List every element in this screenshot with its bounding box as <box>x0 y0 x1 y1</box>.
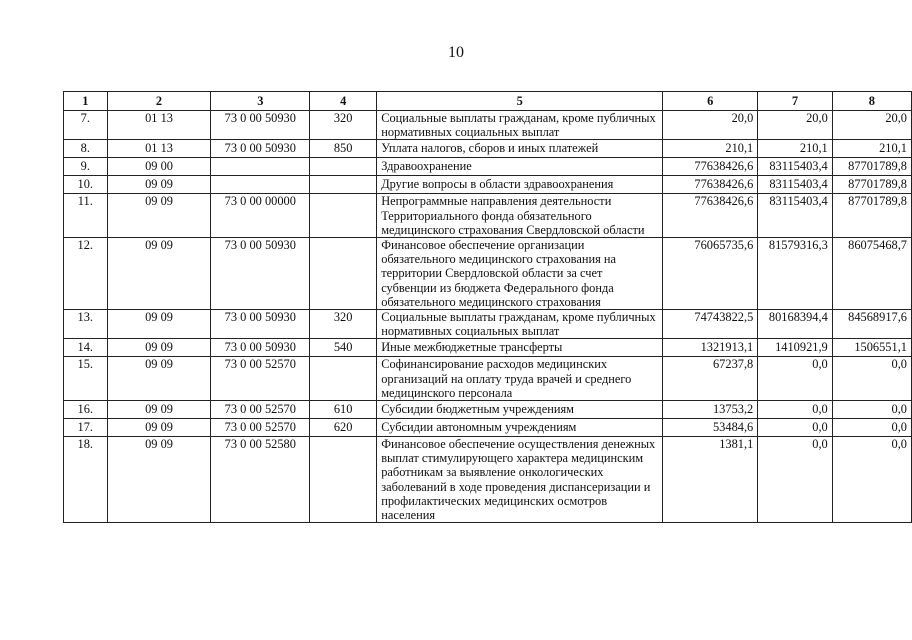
table-header-row <box>64 92 912 111</box>
amount-col-8: 86075468,7 <box>832 238 911 310</box>
table-row <box>64 158 912 176</box>
amount-col-8: 0,0 <box>832 401 911 419</box>
amount-col-6: 67237,8 <box>663 357 758 401</box>
section-code: 01 13 <box>107 111 211 140</box>
section-code: 09 09 <box>107 357 211 401</box>
amount-col-8: 87701789,8 <box>832 194 911 238</box>
expense-name: Социальные выплаты гражданам, кроме публичных нормативных социальных выплат <box>377 111 663 140</box>
expense-name: Уплата налогов, сборов и иных платежей <box>377 140 663 158</box>
row-number: 9. <box>64 158 108 176</box>
table-row <box>64 437 912 523</box>
expense-type-code: 320 <box>310 310 377 339</box>
amount-col-6: 77638426,6 <box>663 158 758 176</box>
table-row <box>64 357 912 401</box>
amount-col-6: 77638426,6 <box>663 176 758 194</box>
section-code: 09 00 <box>107 158 211 176</box>
amount-col-7: 80168394,4 <box>758 310 833 339</box>
amount-col-6: 210,1 <box>663 140 758 158</box>
table-row <box>64 310 912 339</box>
page-number: 10 <box>448 44 464 61</box>
section-code: 09 09 <box>107 437 211 523</box>
row-number: 14. <box>64 339 108 357</box>
amount-col-8: 1506551,1 <box>832 339 911 357</box>
row-number: 10. <box>64 176 108 194</box>
expense-type-code <box>310 158 377 176</box>
expense-name: Финансовое обеспечение осуществления денежных выплат стимулирующего характера медицинским работникам за выявление онкологических заболеваний в ходе проведения диспансеризации и профилактических медицинских осмотров населения <box>377 437 663 523</box>
amount-col-6: 77638426,6 <box>663 194 758 238</box>
amount-col-7: 0,0 <box>758 419 833 437</box>
amount-col-7: 83115403,4 <box>758 176 833 194</box>
row-number: 7. <box>64 111 108 140</box>
section-code: 09 09 <box>107 419 211 437</box>
item-code: 73 0 00 52570 <box>211 357 310 401</box>
row-number: 17. <box>64 419 108 437</box>
expense-name: Социальные выплаты гражданам, кроме публичных нормативных социальных выплат <box>377 310 663 339</box>
header-col-2: 2 <box>107 92 211 111</box>
amount-col-8: 87701789,8 <box>832 176 911 194</box>
amount-col-8: 20,0 <box>832 111 911 140</box>
amount-col-6: 20,0 <box>663 111 758 140</box>
expense-name: Непрограммные направления деятельности Территориального фонда обязательного медицинского страхования Свердловской области <box>377 194 663 238</box>
row-number: 18. <box>64 437 108 523</box>
section-code: 09 09 <box>107 194 211 238</box>
table-row <box>64 111 912 140</box>
expense-type-code <box>310 176 377 194</box>
section-code: 01 13 <box>107 140 211 158</box>
item-code: 73 0 00 50930 <box>211 310 310 339</box>
header-col-4: 4 <box>310 92 377 111</box>
item-code: 73 0 00 52570 <box>211 401 310 419</box>
amount-col-8: 0,0 <box>832 437 911 523</box>
item-code: 73 0 00 52570 <box>211 419 310 437</box>
amount-col-8: 0,0 <box>832 357 911 401</box>
item-code: 73 0 00 50930 <box>211 111 310 140</box>
amount-col-7: 0,0 <box>758 357 833 401</box>
amount-col-8: 210,1 <box>832 140 911 158</box>
amount-col-6: 74743822,5 <box>663 310 758 339</box>
amount-col-7: 1410921,9 <box>758 339 833 357</box>
section-code: 09 09 <box>107 310 211 339</box>
item-code: 73 0 00 50930 <box>211 238 310 310</box>
expense-name: Финансовое обеспечение организации обязательного медицинского страхования на территории Свердловской области за счет субвенции из бюджета Федерального фонда обязательного медицинского страхования <box>377 238 663 310</box>
section-code: 09 09 <box>107 339 211 357</box>
item-code: 73 0 00 52580 <box>211 437 310 523</box>
expense-name: Субсидии автономным учреждениям <box>377 419 663 437</box>
row-number: 11. <box>64 194 108 238</box>
expense-name: Иные межбюджетные трансферты <box>377 339 663 357</box>
amount-col-6: 76065735,6 <box>663 238 758 310</box>
item-code <box>211 176 310 194</box>
expense-type-code: 540 <box>310 339 377 357</box>
row-number: 15. <box>64 357 108 401</box>
expense-type-code <box>310 238 377 310</box>
amount-col-6: 1321913,1 <box>663 339 758 357</box>
amount-col-8: 87701789,8 <box>832 158 911 176</box>
table-row <box>64 339 912 357</box>
amount-col-6: 13753,2 <box>663 401 758 419</box>
budget-table <box>63 91 912 523</box>
section-code: 09 09 <box>107 238 211 310</box>
row-number: 12. <box>64 238 108 310</box>
amount-col-8: 84568917,6 <box>832 310 911 339</box>
table-row <box>64 140 912 158</box>
amount-col-7: 83115403,4 <box>758 194 833 238</box>
amount-col-7: 81579316,3 <box>758 238 833 310</box>
item-code: 73 0 00 50930 <box>211 140 310 158</box>
amount-col-7: 210,1 <box>758 140 833 158</box>
expense-type-code <box>310 437 377 523</box>
section-code: 09 09 <box>107 176 211 194</box>
header-col-1: 1 <box>64 92 108 111</box>
expense-type-code: 610 <box>310 401 377 419</box>
item-code <box>211 158 310 176</box>
expense-type-code <box>310 194 377 238</box>
amount-col-7: 0,0 <box>758 437 833 523</box>
header-col-3: 3 <box>211 92 310 111</box>
row-number: 8. <box>64 140 108 158</box>
expense-name: Софинансирование расходов медицинских организаций на оплату труда врачей и среднего медицинского персонала <box>377 357 663 401</box>
expense-name: Здравоохранение <box>377 158 663 176</box>
amount-col-7: 20,0 <box>758 111 833 140</box>
expense-name: Субсидии бюджетным учреждениям <box>377 401 663 419</box>
amount-col-6: 53484,6 <box>663 419 758 437</box>
item-code: 73 0 00 00000 <box>211 194 310 238</box>
item-code: 73 0 00 50930 <box>211 339 310 357</box>
header-col-7: 7 <box>758 92 833 111</box>
table-row <box>64 194 912 238</box>
table-row <box>64 419 912 437</box>
expense-type-code: 850 <box>310 140 377 158</box>
amount-col-7: 83115403,4 <box>758 158 833 176</box>
header-col-5: 5 <box>377 92 663 111</box>
header-col-6: 6 <box>663 92 758 111</box>
amount-col-6: 1381,1 <box>663 437 758 523</box>
section-code: 09 09 <box>107 401 211 419</box>
expense-type-code: 620 <box>310 419 377 437</box>
amount-col-8: 0,0 <box>832 419 911 437</box>
expense-type-code: 320 <box>310 111 377 140</box>
amount-col-7: 0,0 <box>758 401 833 419</box>
row-number: 13. <box>64 310 108 339</box>
table-row <box>64 238 912 310</box>
table-row <box>64 401 912 419</box>
header-col-8: 8 <box>832 92 911 111</box>
row-number: 16. <box>64 401 108 419</box>
table-row <box>64 176 912 194</box>
expense-name: Другие вопросы в области здравоохранения <box>377 176 663 194</box>
expense-type-code <box>310 357 377 401</box>
